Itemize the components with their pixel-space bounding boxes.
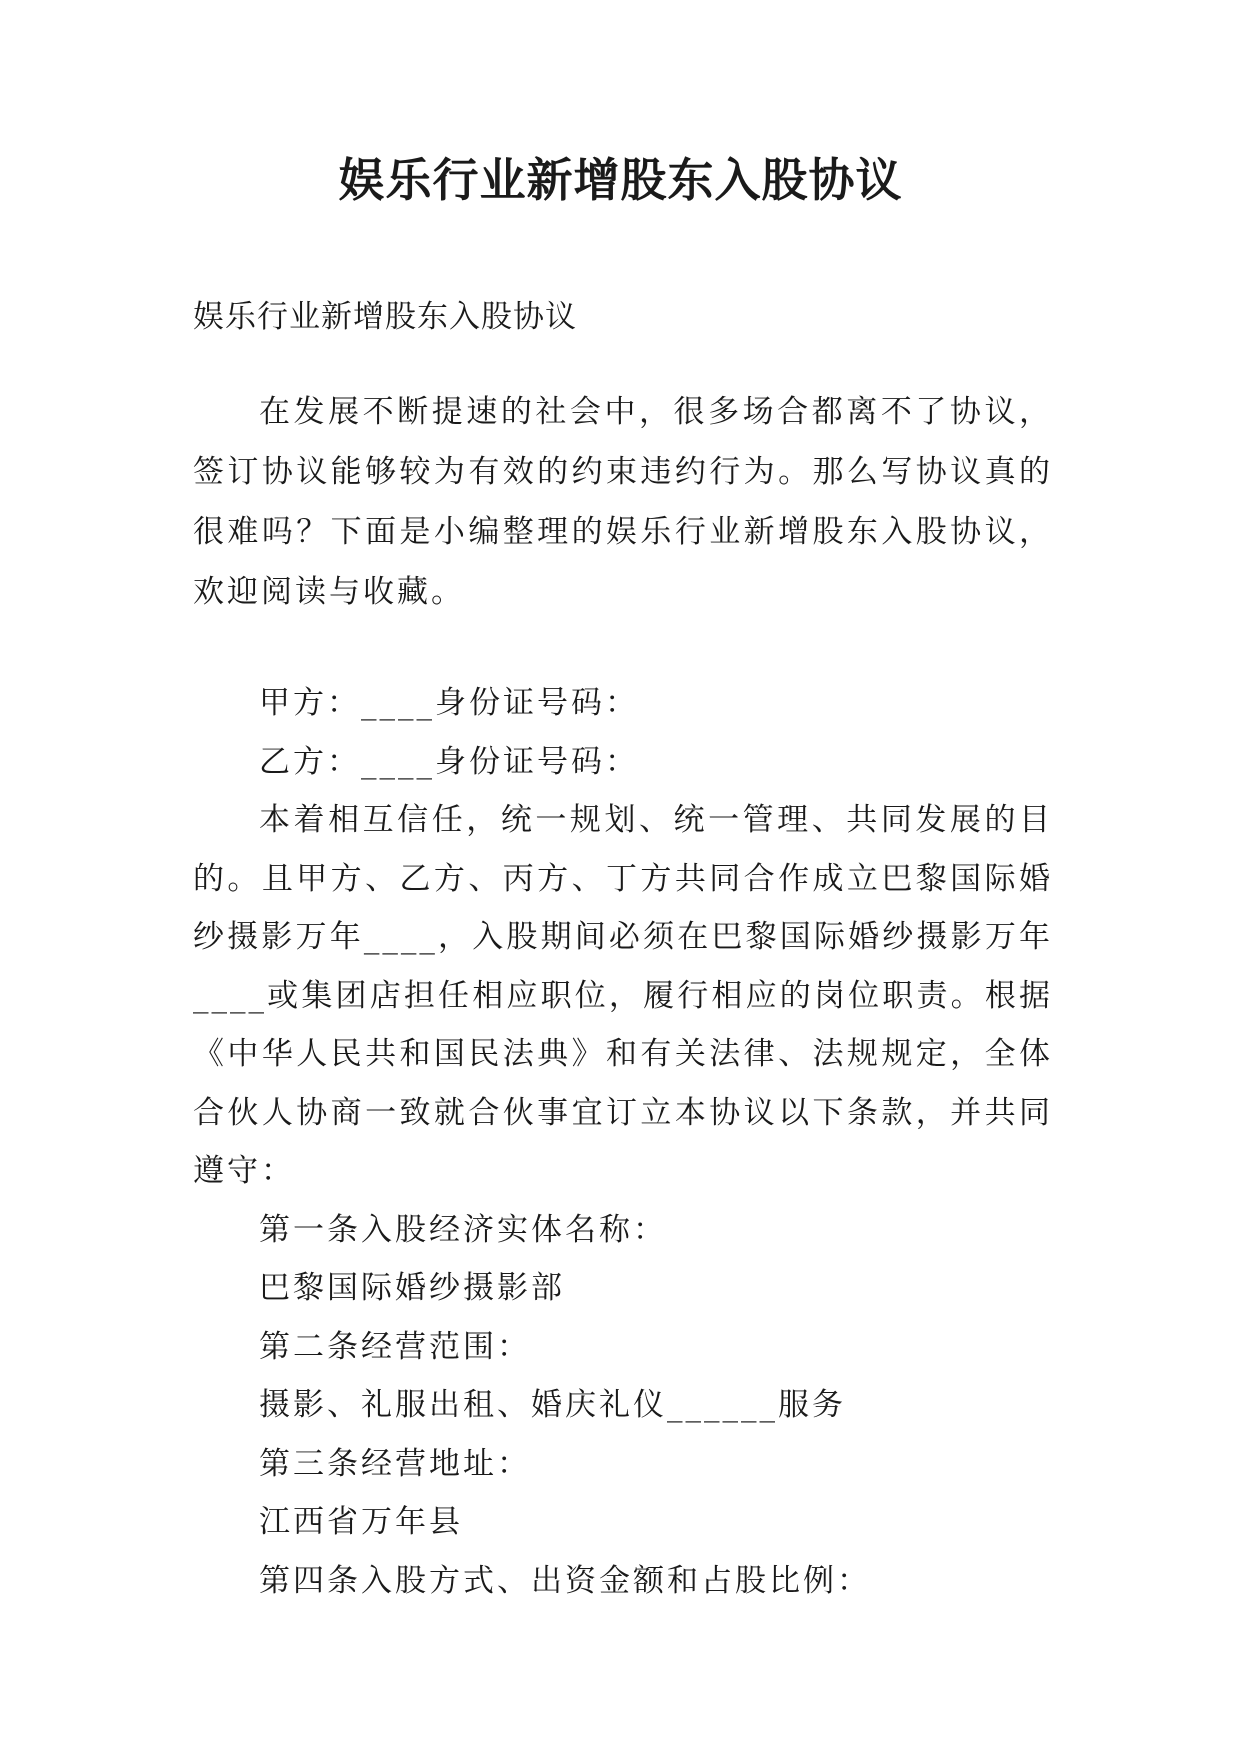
party-b-line: 乙方：____身份证号码： xyxy=(259,743,639,780)
agreement-body xyxy=(193,674,1053,1610)
preamble-paragraph: 本着相互信任，统一规划、统一管理、共同发展的目的。且甲方、乙方、丙方、丁方共同合作成立巴黎国际婚纱摄影万年____，入股期间必须在巴黎国际婚纱摄影万年____或集团店担任相应职位，履行相应的岗位职责。根据《中华人民共和国民法典》和有关法律、法规规定，全体合伙人协商一致就合伙事宜订立本协议以下条款，并共同遵守： xyxy=(193,802,1053,1189)
document-title: 娱乐行业新增股东入股协议 xyxy=(338,153,903,207)
article-4-heading: 第四条入股方式、出资金额和占股比例： xyxy=(259,1562,871,1599)
article-2-content: 摄影、礼服出租、婚庆礼仪______服务 xyxy=(259,1387,846,1423)
document-content xyxy=(193,288,1053,1610)
article-1-heading: 第一条入股经济实体名称： xyxy=(259,1211,667,1248)
document-subtitle: 娱乐行业新增股东入股协议 xyxy=(193,299,577,335)
article-3-heading: 第三条经营地址： xyxy=(259,1445,531,1482)
intro-paragraph: 在发展不断提速的社会中，很多场合都离不了协议，签订协议能够较为有效的约束违约行为。那么写协议真的很难吗？下面是小编整理的娱乐行业新增股东入股协议，欢迎阅读与收藏。 xyxy=(193,394,1053,610)
article-1-content: 巴黎国际婚纱摄影部 xyxy=(259,1270,565,1306)
article-3-content: 江西省万年县 xyxy=(259,1504,463,1540)
party-a-line: 甲方：____身份证号码： xyxy=(259,685,639,721)
article-2-heading: 第二条经营范围： xyxy=(259,1328,531,1365)
